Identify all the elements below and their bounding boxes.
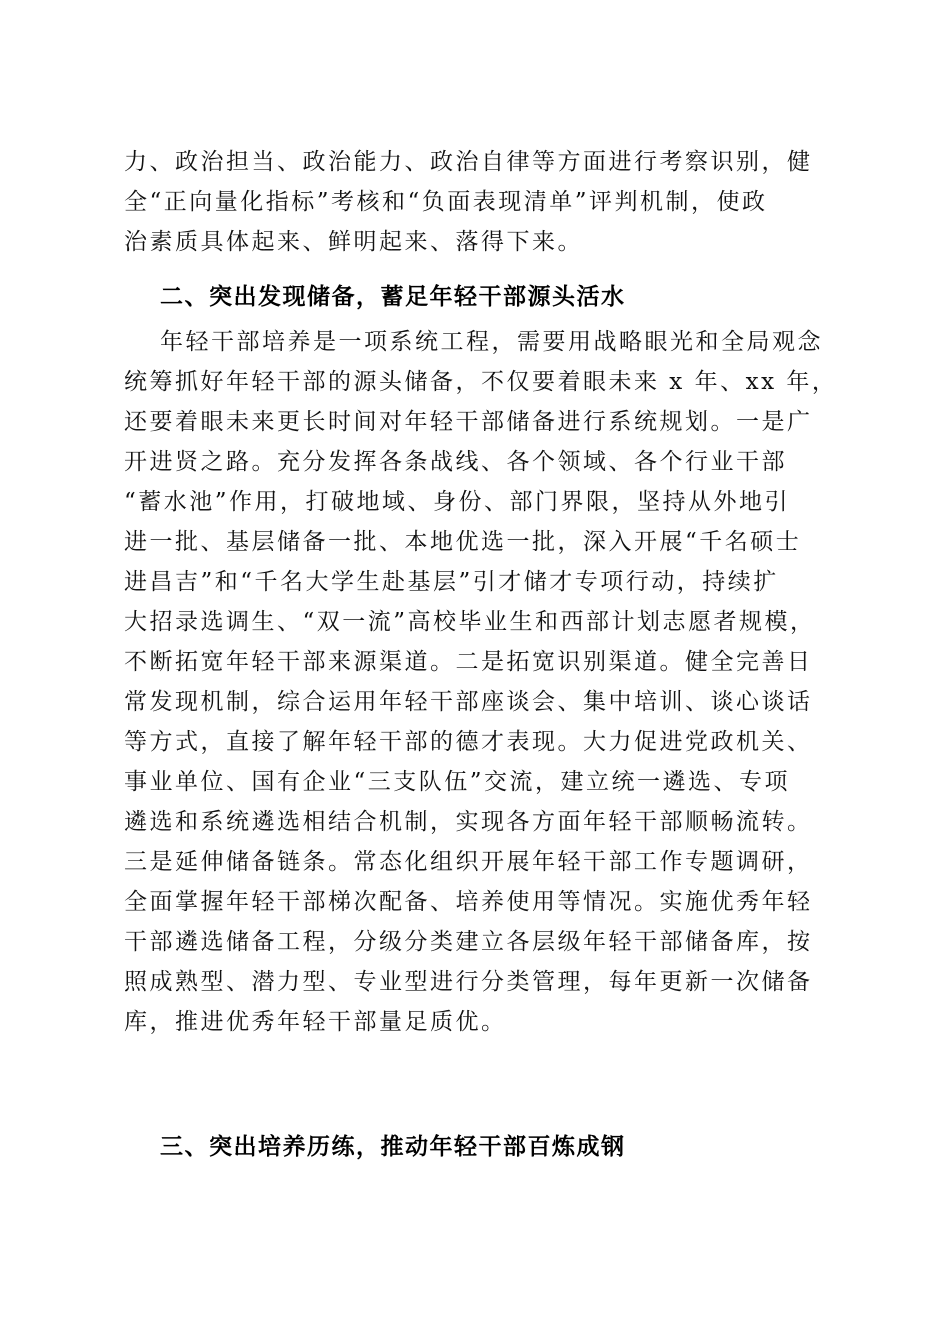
section-heading-3: 三、突出培养历练，推动年轻干部百炼成钢 (160, 1134, 626, 1160)
paragraph-line: “蓄水池”作用，打破地域、身份、部门界限，坚持从外地引 (124, 489, 791, 515)
paragraph-line: 全面掌握年轻干部梯次配备、培养使用等情况。实施优秀年轻 (124, 889, 813, 915)
paragraph-1 (124, 142, 831, 262)
paragraph-line: 大招录选调生、“双一流”高校毕业生和西部计划志愿者规模， (124, 609, 816, 635)
paragraph-2 (124, 322, 838, 1042)
paragraph-line: 开进贤之路。充分发挥各条战线、各个领域、各个行业干部 (124, 449, 787, 475)
paragraph-line: 进一批、基层储备一批、本地优选一批，深入开展“千名硕士 (124, 529, 802, 555)
paragraph-line: 年轻干部培养是一项系统工程，需要用战略眼光和全局观念 (160, 329, 823, 355)
paragraph-line: 三是延伸储备链条。常态化组织开展年轻干部工作专题调研， (124, 849, 813, 875)
paragraph-line: 常发现机制，综合运用年轻干部座谈会、集中培训、谈心谈话 (124, 689, 813, 715)
paragraph-line: 不断拓宽年轻干部来源渠道。二是拓宽识别渠道。健全完善日 (124, 649, 813, 675)
paragraph-line: 进昌吉”和“千名大学生赴基层”引才储才专项行动，持续扩 (124, 569, 779, 595)
paragraph-line: 全“正向量化指标”考核和“负面表现清单”评判机制，使政 (124, 189, 768, 215)
paragraph-line: 库，推进优秀年轻干部量足质优。 (124, 1009, 507, 1035)
paragraph-line: 力、政治担当、政治能力、政治自律等方面进行考察识别，健 (124, 149, 813, 175)
section-heading-2: 二、突出发现储备，蓄足年轻干部源头活水 (160, 284, 626, 310)
paragraph-line: 照成熟型、潜力型、专业型进行分类管理，每年更新一次储备 (124, 969, 813, 995)
paragraph-line: 遴选和系统遴选相结合机制，实现各方面年轻干部顺畅流转。 (124, 809, 813, 835)
paragraph-line: 干部遴选储备工程，分级分类建立各层级年轻干部储备库，按 (124, 929, 813, 955)
paragraph-line: 事业单位、国有企业“三支队伍”交流，建立统一遴选、专项 (124, 769, 791, 795)
paragraph-line: 还要着眼未来更长时间对年轻干部储备进行系统规划。一是广 (124, 409, 813, 435)
paragraph-line: 治素质具体起来、鲜明起来、落得下来。 (124, 229, 583, 255)
paragraph-line: 统筹抓好年轻干部的源头储备，不仅要着眼未来 x 年、xx 年， (124, 369, 838, 395)
paragraph-line: 等方式，直接了解年轻干部的德才表现。大力促进党政机关、 (124, 729, 813, 755)
